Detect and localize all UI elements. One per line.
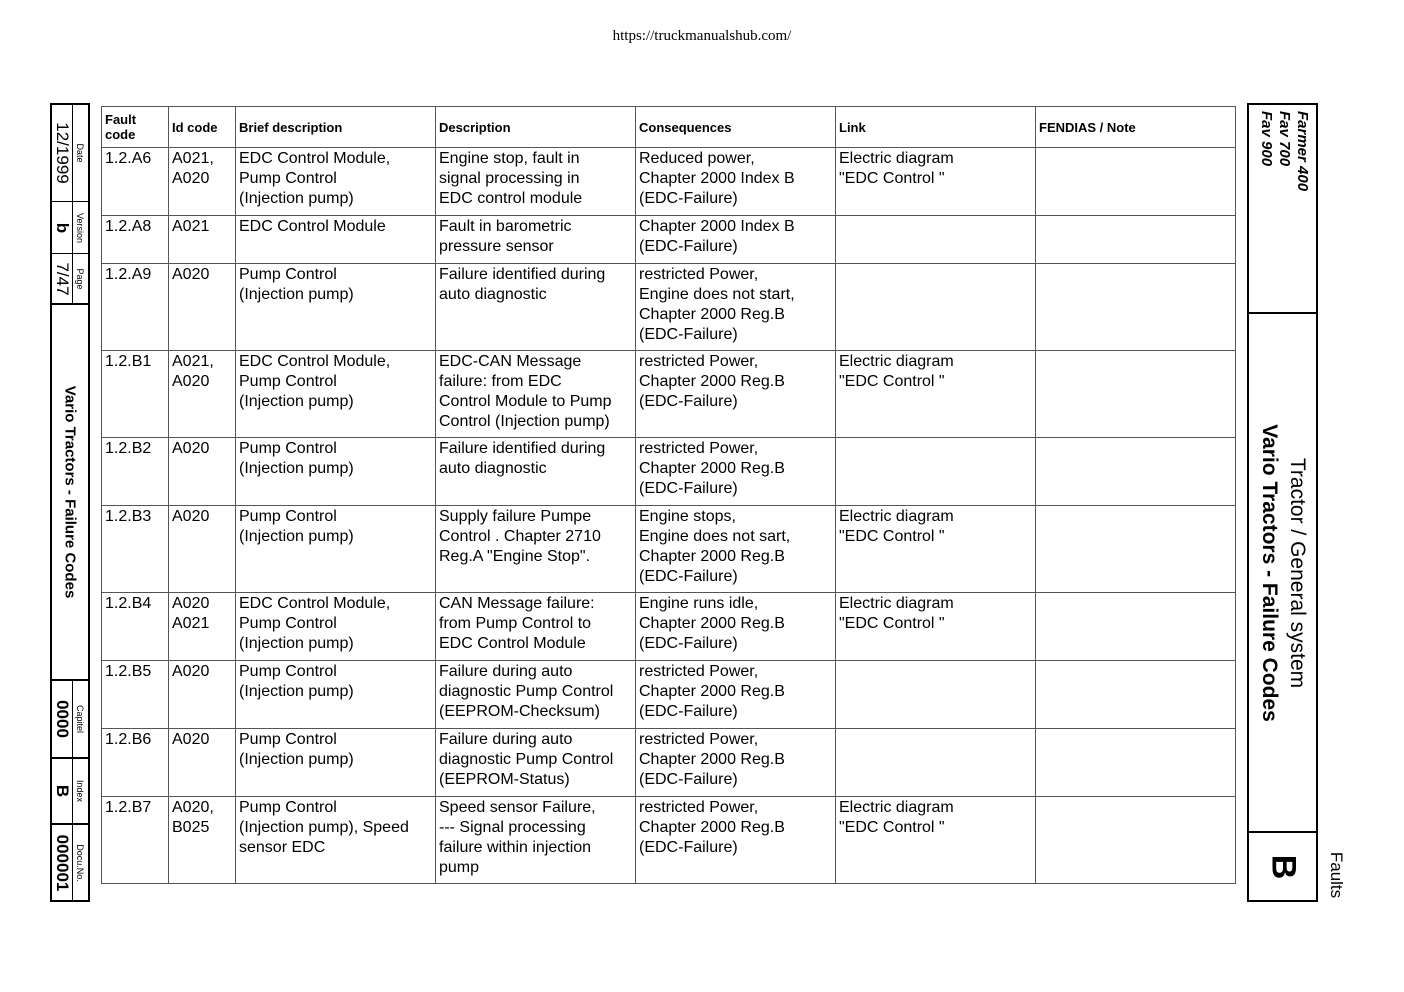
docu-value: 000001: [53, 834, 72, 891]
failure-codes-table: [101, 106, 1236, 884]
brief-description-cell-line: EDC Control Module,: [239, 150, 391, 167]
note-cell: [1036, 506, 1236, 593]
description-cell: [436, 593, 636, 661]
brief-description-cell-line: (Injection pump): [239, 635, 354, 652]
brief-description-cell-line: Pump Control: [239, 615, 337, 632]
description-cell-line: Control Module to Pump: [439, 393, 612, 410]
consequences-cell-line: restricted Power,: [639, 266, 759, 283]
id-code-cell: [169, 216, 236, 264]
consequences-cell-line: (EDC-Failure): [639, 635, 738, 652]
header-description: Description: [436, 107, 636, 148]
document-title: [1249, 314, 1316, 831]
brief-description-cell: [236, 216, 436, 264]
description-cell-line: auto diagnostic: [439, 460, 547, 477]
description-cell: [436, 797, 636, 884]
description-cell-line: EDC Control Module: [439, 635, 586, 652]
consequences-cell-line: (EDC-Failure): [639, 326, 738, 343]
link-cell-line: Electric diagram: [839, 150, 954, 167]
brief-description-cell-line: (Injection pump): [239, 190, 354, 207]
description-cell-line: Control (Injection pump): [439, 413, 610, 430]
description-cell: [436, 729, 636, 797]
header-link: Link: [836, 107, 1036, 148]
description-cell-line: Failure during auto: [439, 663, 573, 680]
note-cell: [1036, 351, 1236, 438]
consequences-cell: [636, 729, 836, 797]
consequences-cell: [636, 148, 836, 216]
brief-description-cell: [236, 729, 436, 797]
note-cell: [1036, 216, 1236, 264]
consequences-cell-line: restricted Power,: [639, 440, 759, 457]
header-fendias-note: FENDIAS / Note: [1036, 107, 1236, 148]
brief-description-cell-line: Pump Control: [239, 799, 337, 816]
version-value: b: [53, 222, 72, 233]
description-cell: [436, 661, 636, 729]
id-code-cell-line: A020: [172, 266, 210, 283]
link-cell-line: Electric diagram: [839, 508, 954, 525]
link-cell-line: "EDC Control ": [839, 819, 945, 836]
table-row: [102, 264, 1236, 351]
date-value: 12/1999: [53, 122, 72, 184]
chapter-label: Capitel: [75, 704, 85, 734]
description-cell-line: pressure sensor: [439, 238, 554, 255]
brief-description-cell-line: (Injection pump), Speed: [239, 819, 409, 836]
fault-code-cell: 1.2.B5: [102, 661, 169, 729]
consequences-cell-line: (EDC-Failure): [639, 568, 738, 585]
id-code-cell-line: A020,: [172, 799, 214, 816]
consequences-cell-line: Engine stops,: [639, 508, 736, 525]
description-cell-line: Failure identified during: [439, 266, 606, 283]
consequences-cell: [636, 438, 836, 506]
description-cell-line: from Pump Control to: [439, 615, 592, 632]
description-cell-line: Speed sensor Failure,: [439, 799, 596, 816]
consequences-cell-line: Engine does not sart,: [639, 528, 791, 545]
description-cell: [436, 264, 636, 351]
table-row: [102, 593, 1236, 661]
table-row: [102, 797, 1236, 884]
header-fault-code: Fault code: [102, 107, 169, 148]
document-subtitle: Tractor / General system: [1285, 457, 1309, 688]
source-url: https://truckmanualshub.com/: [612, 28, 792, 44]
description-cell-line: diagnostic Pump Control: [439, 751, 614, 768]
brief-description-cell-line: sensor EDC: [239, 839, 326, 856]
id-code-cell-line: A020: [172, 440, 210, 457]
title-block: [1247, 103, 1318, 902]
table-row: [102, 729, 1236, 797]
consequences-cell: [636, 506, 836, 593]
left-strip-title: Vario Tractors - Failure Codes: [61, 385, 79, 599]
brief-description-cell: [236, 593, 436, 661]
consequences-cell-line: Chapter 2000 Reg.B: [639, 751, 785, 768]
note-cell: [1036, 661, 1236, 729]
consequences-cell-line: Chapter 2000 Reg.B: [639, 460, 785, 477]
header-brief-description: Brief description: [236, 107, 436, 148]
consequences-cell-line: Reduced power,: [639, 150, 755, 167]
document-main-title: Vario Tractors - Failure Codes: [1257, 423, 1281, 722]
section-label: Faults: [1327, 851, 1346, 899]
id-code-cell-line: A020: [172, 663, 210, 680]
header-consequences: Consequences: [636, 107, 836, 148]
description-cell-line: failure: from EDC: [439, 373, 562, 390]
brief-description-cell-line: Pump Control: [239, 731, 337, 748]
link-cell-line: Electric diagram: [839, 595, 954, 612]
description-cell-line: Control . Chapter 2710: [439, 528, 601, 545]
link-cell: [836, 661, 1036, 729]
fault-code-cell: 1.2.B2: [102, 438, 169, 506]
brief-description-cell-line: (Injection pump): [239, 393, 354, 410]
id-code-cell: [169, 438, 236, 506]
description-cell-line: Reg.A "Engine Stop".: [439, 548, 591, 565]
consequences-cell-line: Chapter 2000 Reg.B: [639, 615, 785, 632]
link-cell: [836, 216, 1036, 264]
consequences-cell-line: (EDC-Failure): [639, 190, 738, 207]
consequences-cell-line: Chapter 2000 Reg.B: [639, 548, 785, 565]
index-label: Index: [75, 779, 85, 803]
id-code-cell-line: A020: [172, 731, 210, 748]
page-label: Page: [75, 267, 85, 290]
link-cell-line: "EDC Control ": [839, 170, 945, 187]
description-cell-line: auto diagnostic: [439, 286, 547, 303]
brief-description-cell: [236, 351, 436, 438]
description-cell-line: pump: [439, 859, 480, 876]
description-cell-line: EDC-CAN Message: [439, 353, 582, 370]
link-cell-line: Electric diagram: [839, 353, 954, 370]
table-header-row: [102, 107, 1236, 148]
link-cell-line: "EDC Control ": [839, 528, 945, 545]
id-code-cell-line: A021: [172, 615, 210, 632]
fault-code-cell: 1.2.B7: [102, 797, 169, 884]
consequences-cell-line: (EDC-Failure): [639, 238, 738, 255]
link-cell-line: "EDC Control ": [839, 615, 945, 632]
brief-description-cell-line: (Injection pump): [239, 683, 354, 700]
brief-description-cell-line: EDC Control Module: [239, 218, 386, 235]
page-value: 7/47: [53, 261, 72, 296]
link-cell: [836, 506, 1036, 593]
fault-code-cell: 1.2.B1: [102, 351, 169, 438]
table-row: [102, 661, 1236, 729]
description-cell-line: diagnostic Pump Control: [439, 683, 614, 700]
consequences-cell: [636, 797, 836, 884]
table-row: [102, 351, 1236, 438]
docu-label: Docu.No.: [75, 843, 85, 882]
description-cell-line: (EEPROM-Status): [439, 771, 570, 788]
description-cell-line: --- Signal processing: [439, 819, 586, 836]
consequences-cell-line: (EDC-Failure): [639, 703, 738, 720]
id-code-cell: [169, 264, 236, 351]
description-cell-line: Fault in barometric: [439, 218, 572, 235]
table-row: [102, 216, 1236, 264]
consequences-cell-line: Chapter 2000 Reg.B: [639, 306, 785, 323]
consequences-cell: [636, 216, 836, 264]
consequences-cell-line: Chapter 2000 Reg.B: [639, 819, 785, 836]
id-code-cell: [169, 506, 236, 593]
consequences-cell: [636, 264, 836, 351]
consequences-cell: [636, 661, 836, 729]
document-info-strip: [50, 103, 90, 902]
consequences-cell-line: restricted Power,: [639, 663, 759, 680]
description-cell-line: failure within injection: [439, 839, 592, 856]
fault-code-cell: 1.2.B4: [102, 593, 169, 661]
id-code-cell-line: A020: [172, 170, 210, 187]
fault-code-cell: 1.2.B6: [102, 729, 169, 797]
link-cell-line: Electric diagram: [839, 799, 954, 816]
fault-code-cell: 1.2.A8: [102, 216, 169, 264]
consequences-cell: [636, 593, 836, 661]
consequences-cell-line: restricted Power,: [639, 353, 759, 370]
description-cell-line: Failure identified during: [439, 440, 606, 457]
link-cell: [836, 264, 1036, 351]
link-cell: [836, 438, 1036, 506]
consequences-cell-line: (EDC-Failure): [639, 839, 738, 856]
consequences-cell: [636, 351, 836, 438]
note-cell: [1036, 264, 1236, 351]
brief-description-cell-line: Pump Control: [239, 170, 337, 187]
description-cell: [436, 216, 636, 264]
brief-description-cell: [236, 797, 436, 884]
note-cell: [1036, 593, 1236, 661]
brief-description-cell-line: (Injection pump): [239, 751, 354, 768]
brief-description-cell-line: Pump Control: [239, 663, 337, 680]
id-code-cell-line: A021,: [172, 150, 214, 167]
table-row: [102, 438, 1236, 506]
brief-description-cell-line: Pump Control: [239, 373, 337, 390]
consequences-cell-line: (EDC-Failure): [639, 393, 738, 410]
id-code-cell: [169, 593, 236, 661]
consequences-cell-line: Chapter 2000 Reg.B: [639, 683, 785, 700]
note-cell: [1036, 729, 1236, 797]
description-cell: [436, 506, 636, 593]
brief-description-cell-line: (Injection pump): [239, 460, 354, 477]
id-code-cell: [169, 729, 236, 797]
id-code-cell-line: A020: [172, 508, 210, 525]
brief-description-cell-line: EDC Control Module,: [239, 595, 391, 612]
header-id-code: Id code: [169, 107, 236, 148]
brief-description-cell-line: EDC Control Module,: [239, 353, 391, 370]
fault-code-cell: 1.2.A6: [102, 148, 169, 216]
brief-description-cell-line: (Injection pump): [239, 286, 354, 303]
description-cell-line: Failure during auto: [439, 731, 573, 748]
brief-description-cell-line: (Injection pump): [239, 528, 354, 545]
brief-description-cell-line: Pump Control: [239, 440, 337, 457]
id-code-cell-line: A020: [172, 595, 210, 612]
description-cell-line: (EEPROM-Checksum): [439, 703, 600, 720]
consequences-cell-line: Engine runs idle,: [639, 595, 759, 612]
consequences-cell-line: Chapter 2000 Reg.B: [639, 373, 785, 390]
model-list: Farmer 400 Fav 700 Fav 900: [1258, 111, 1311, 192]
description-cell-line: EDC control module: [439, 190, 583, 207]
index-value: B: [53, 784, 72, 798]
id-code-cell-line: A021: [172, 218, 210, 235]
brief-description-cell: [236, 264, 436, 351]
note-cell: [1036, 797, 1236, 884]
version-label: Version: [75, 212, 85, 243]
id-code-cell: [169, 797, 236, 884]
table-row: [102, 148, 1236, 216]
brief-description-cell: [236, 148, 436, 216]
link-cell: [836, 351, 1036, 438]
consequences-cell-line: Chapter 2000 Index B: [639, 218, 795, 235]
consequences-cell-line: Engine does not start,: [639, 286, 795, 303]
description-cell-line: Supply failure Pumpe: [439, 508, 592, 525]
note-cell: [1036, 438, 1236, 506]
brief-description-cell-line: Pump Control: [239, 266, 337, 283]
fault-code-cell: 1.2.B3: [102, 506, 169, 593]
id-code-cell: [169, 661, 236, 729]
link-cell: [836, 148, 1036, 216]
description-cell: [436, 351, 636, 438]
consequences-cell-line: (EDC-Failure): [639, 771, 738, 788]
brief-description-cell: [236, 506, 436, 593]
chapter-value: 0000: [53, 700, 72, 738]
id-code-cell: [169, 148, 236, 216]
section-index: B: [1264, 854, 1302, 879]
id-code-cell-line: A020: [172, 373, 210, 390]
link-cell: [836, 797, 1036, 884]
link-cell-line: "EDC Control ": [839, 373, 945, 390]
consequences-cell-line: restricted Power,: [639, 799, 759, 816]
description-cell-line: signal processing in: [439, 170, 580, 187]
note-cell: [1036, 148, 1236, 216]
link-cell: [836, 593, 1036, 661]
description-cell-line: Engine stop, fault in: [439, 150, 580, 167]
id-code-cell-line: B025: [172, 819, 210, 836]
brief-description-cell: [236, 438, 436, 506]
description-cell: [436, 438, 636, 506]
table-row: [102, 506, 1236, 593]
consequences-cell-line: (EDC-Failure): [639, 480, 738, 497]
date-label: Date: [75, 143, 85, 163]
consequences-cell-line: Chapter 2000 Index B: [639, 170, 795, 187]
brief-description-cell: [236, 661, 436, 729]
consequences-cell-line: restricted Power,: [639, 731, 759, 748]
brief-description-cell-line: Pump Control: [239, 508, 337, 525]
id-code-cell: [169, 351, 236, 438]
id-code-cell-line: A021,: [172, 353, 214, 370]
link-cell: [836, 729, 1036, 797]
description-cell: [436, 148, 636, 216]
fault-code-cell: 1.2.A9: [102, 264, 169, 351]
description-cell-line: CAN Message failure:: [439, 595, 595, 612]
